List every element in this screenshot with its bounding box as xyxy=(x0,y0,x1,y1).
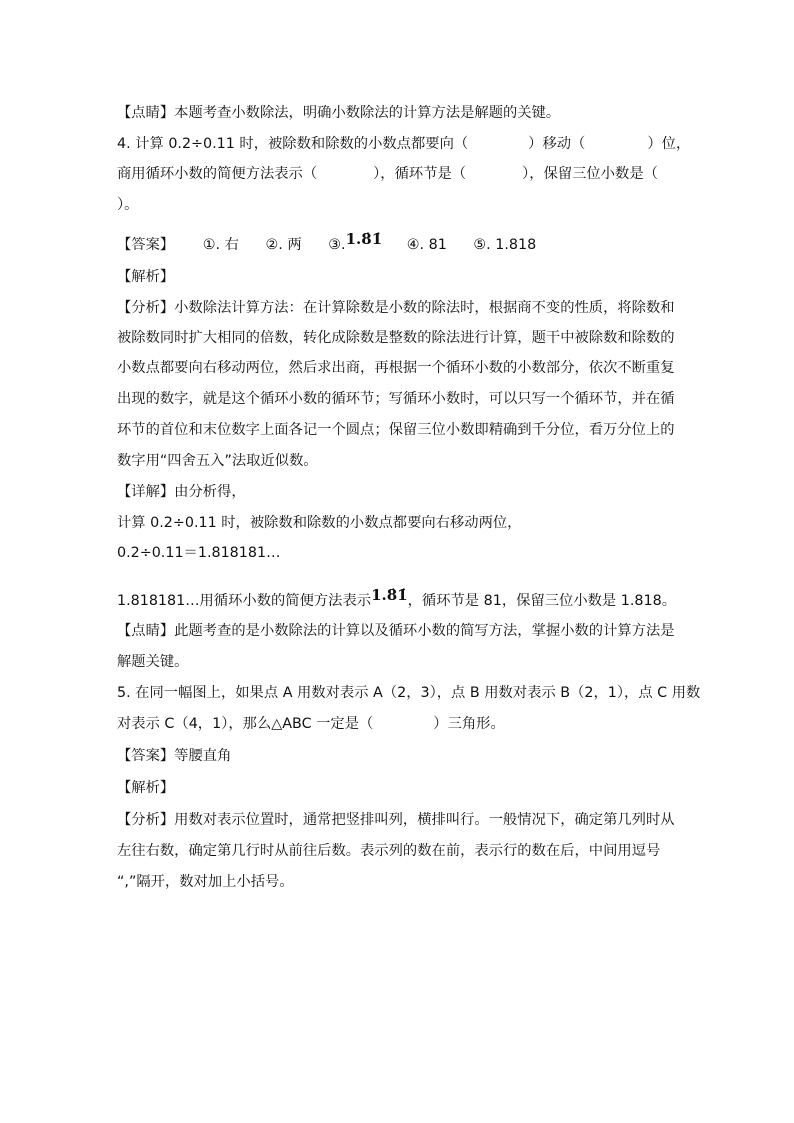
answer-4-value: ④. 81 xyxy=(406,237,447,253)
analysis-line: 小数点都要向右移动两位，然后求出商，再根据一个循环小数的小数部分，依次不断重复 xyxy=(117,360,675,376)
detail-line xyxy=(117,586,676,611)
explanation-heading: 【解析】 xyxy=(117,269,175,285)
detail-line: 计算 0.2÷0.11 时，被除数和除数的小数点都要向右移动两位， xyxy=(117,515,522,531)
q5-text: 对表示 C（4，1），那么△ABC 一定是（ xyxy=(117,716,374,732)
answer-5: ⑤. 1.818 xyxy=(473,237,537,253)
q4-text: ）位， xyxy=(647,136,691,152)
question-4-line-1 xyxy=(117,134,691,154)
q4-text: ），循环节是（ xyxy=(373,166,467,182)
detail-heading: 【详解】由分析得， xyxy=(117,484,246,500)
analysis-line: 【分析】小数除法计算方法：在计算除数是小数的除法时，根据商不变的性质，将除数和 xyxy=(117,300,675,316)
q4-text: 商用循环小数的简便方法表示（ xyxy=(117,166,318,182)
analysis-line: 数字用“四舍五入”法取近似数。 xyxy=(117,453,318,469)
analysis-line: 【分析】用数对表示位置时，通常把竖排叫列，横排叫行。一般情况下，确定第几列时从 xyxy=(117,812,675,828)
detail-text: ，循环节是 81，保留三位小数是 1.818。 xyxy=(407,593,676,609)
question-4-line-2 xyxy=(117,164,667,184)
q5-text: ）三角形。 xyxy=(433,716,505,732)
repeating-decimal: 1.8̇1̇ xyxy=(345,230,383,248)
answer-label: 【答案】 xyxy=(117,237,175,253)
answer-3: ③. xyxy=(328,237,346,253)
repeating-decimal: 1.8̇1̇ xyxy=(371,586,408,604)
question-4-line-3: ）。 xyxy=(117,197,139,213)
key-point-3: 【点睛】本题考查小数除法，明确小数除法的计算方法是解题的关键。 xyxy=(117,105,561,121)
detail-line: 0.2÷0.11＝1.818181… xyxy=(117,545,281,561)
q4-text: ）移动（ xyxy=(528,136,586,152)
analysis-line: 被除数同时扩大相同的倍数，转化成除数是整数的除法进行计算，题干中被除数和除数的 xyxy=(117,330,675,346)
q4-text: 4. 计算 0.2÷0.11 时，被除数和除数的小数点都要向（ xyxy=(117,136,469,152)
analysis-line: “,”隔开，数对加上小括号。 xyxy=(117,874,294,890)
answer-5-line: 【答案】等腰直角 xyxy=(117,748,232,764)
answer-2: ②. 两 xyxy=(265,237,302,253)
answer-4 xyxy=(117,230,667,255)
key-point-line: 【点睛】此题考查的是小数除法的计算以及循环小数的简写方法，掌握小数的计算方法是 xyxy=(117,623,675,639)
analysis-line: 出现的数字，就是这个循环小数的循环节；写循环小数时，可以只写一个循环节，并在循 xyxy=(117,391,675,407)
q4-text: ），保留三位小数是（ xyxy=(522,166,658,182)
explanation-heading: 【解析】 xyxy=(117,780,175,796)
question-5-line-1: 5. 在同一幅图上，如果点 A 用数对表示 A（2，3），点 B 用数对表示 B（2，1），点 C 用数 xyxy=(117,685,701,701)
analysis-line: 环节的首位和末位数字上面各记一个圆点；保留三位小数即精确到千分位，看万分位上的 xyxy=(117,422,675,438)
key-point-line: 解题关键。 xyxy=(117,654,189,670)
question-5-line-2 xyxy=(117,714,667,734)
analysis-line: 左往右数，确定第几行时从前往后数。表示列的数在前，表示行的数在后，中间用逗号 xyxy=(117,843,661,859)
detail-text: 1.818181…用循环小数的简便方法表示 xyxy=(117,593,372,609)
answer-1: ①. 右 xyxy=(202,237,239,253)
